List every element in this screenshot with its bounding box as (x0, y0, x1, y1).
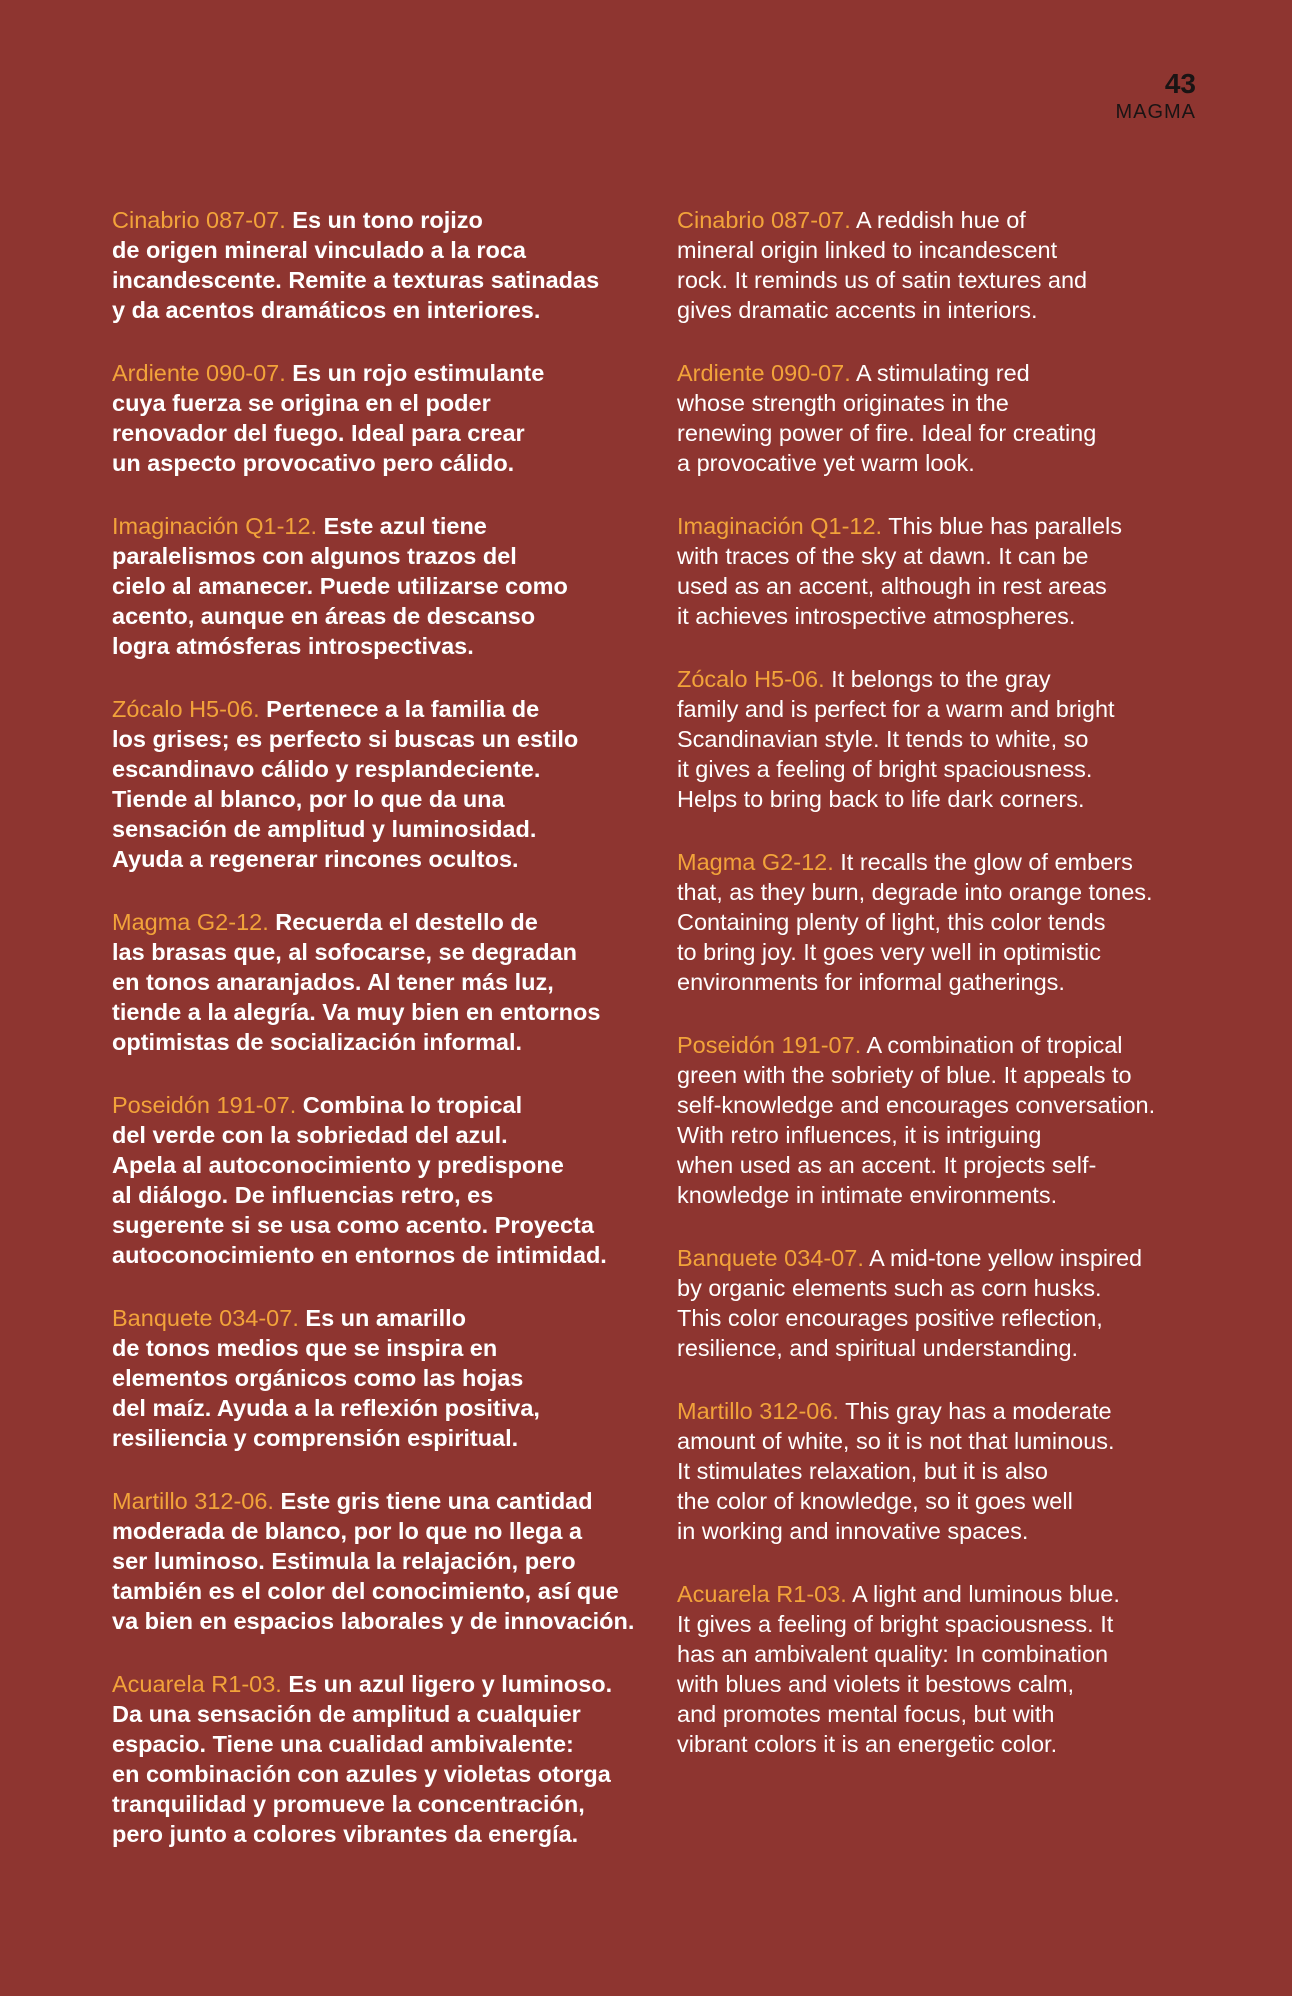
english-column (677, 205, 1197, 1792)
page-header (1115, 68, 1196, 123)
description-line: rock. It reminds us of satin textures and (677, 267, 1088, 293)
color-entry (677, 847, 1197, 997)
description-line: escandinavo cálido y resplandeciente. (112, 756, 541, 782)
description-line: del maíz. Ayuda a la reflexión positiva, (112, 1395, 540, 1421)
color-entry (677, 1579, 1197, 1759)
description-line: renewing power of fire. Ideal for creating (677, 420, 1097, 446)
description-line: sensación de amplitud y luminosidad. (112, 816, 537, 842)
description-line: it achieves introspective atmospheres. (677, 603, 1076, 629)
description-line: gives dramatic accents in interiors. (677, 297, 1038, 323)
description-line: Ayuda a regenerar rincones ocultos. (112, 846, 519, 872)
description-line: self-knowledge and encourages conversation. (677, 1092, 1156, 1118)
description-line: logra atmósferas introspectivas. (112, 633, 474, 659)
description-line: ser luminoso. Estimula la relajación, pero (112, 1548, 576, 1574)
description-line: Scandinavian style. It tends to white, so (677, 726, 1089, 752)
description-line: With retro influences, it is intriguing (677, 1122, 1042, 1148)
description-line: cuya fuerza se origina en el poder (112, 390, 491, 416)
description-line: Tiende al blanco, por lo que da una (112, 786, 505, 812)
color-name: Poseidón 191-07. (112, 1092, 297, 1118)
description-line: espacio. Tiene una cualidad ambivalente: (112, 1731, 574, 1757)
description-line: This color encourages positive reflection, (677, 1305, 1103, 1331)
description-line: autoconocimiento en entornos de intimidad. (112, 1242, 607, 1268)
description-line: elementos orgánicos como las hojas (112, 1365, 524, 1391)
description-line: whose strength originates in the (677, 390, 1009, 416)
description-line: by organic elements such as corn husks. (677, 1275, 1102, 1301)
color-name: Acuarela R1-03. (677, 1581, 847, 1607)
description-line: acento, aunque en áreas de descanso (112, 603, 536, 629)
color-name: Cinabrio 087-07. (677, 207, 851, 233)
color-entry (112, 358, 637, 478)
description-line: This blue has parallels (888, 513, 1123, 539)
color-entry (677, 1243, 1197, 1363)
description-line: tiende a la alegría. Va muy bien en entornos (112, 999, 601, 1025)
color-entry (112, 1090, 637, 1270)
color-entry (112, 694, 637, 874)
description-line: vibrant colors it is an energetic color. (677, 1731, 1058, 1757)
page-number: 43 (1164, 68, 1196, 99)
color-name: Banquete 034-07. (677, 1245, 864, 1271)
description-line: paralelismos con algunos trazos del (112, 543, 517, 569)
description-line: Recuerda el destello de (275, 909, 538, 935)
description-line: los grises; es perfecto si buscas un estilo (112, 726, 579, 752)
description-line: the color of knowledge, so it goes well (677, 1488, 1073, 1514)
color-name: Banquete 034-07. (112, 1305, 299, 1331)
color-entry (112, 1669, 637, 1849)
description-line: resiliencia y comprensión espiritual. (112, 1425, 519, 1451)
description-line: that, as they burn, degrade into orange tones. (677, 879, 1153, 905)
color-name: Magma G2-12. (677, 849, 834, 875)
description-line: It stimulates relaxation, but it is also (677, 1458, 1048, 1484)
color-entry (112, 511, 637, 661)
description-line: when used as an accent. It projects self- (677, 1152, 1097, 1178)
description-line: has an ambivalent quality: In combination (677, 1641, 1109, 1667)
color-name: Ardiente 090-07. (112, 360, 286, 386)
color-name: Martillo 312-06. (112, 1488, 274, 1514)
color-entry (112, 1303, 637, 1453)
description-line: resilience, and spiritual understanding. (677, 1335, 1079, 1361)
description-line: environments for informal gatherings. (677, 969, 1065, 995)
description-line: incandescente. Remite a texturas satinadas (112, 267, 600, 293)
description-line: Es un rojo estimulante (292, 360, 545, 386)
description-line: en tonos anaranjados. Al tener más luz, (112, 969, 554, 995)
color-name: Magma G2-12. (112, 909, 269, 935)
description-line: a provocative yet warm look. (677, 450, 975, 476)
color-name: Cinabrio 087-07. (112, 207, 286, 233)
color-entry (677, 205, 1197, 325)
description-line: Este azul tiene (323, 513, 487, 539)
description-line: knowledge in intimate environments. (677, 1182, 1058, 1208)
color-name: Poseidón 191-07. (677, 1032, 862, 1058)
description-line: optimistas de socialización informal. (112, 1029, 523, 1055)
description-line: A mid-tone yellow inspired (869, 1245, 1143, 1271)
description-line: Este gris tiene una cantidad (280, 1488, 593, 1514)
description-line: Da una sensación de amplitud a cualquier (112, 1701, 581, 1727)
description-line: también es el color del conocimiento, así que (112, 1578, 619, 1604)
description-line: sugerente si se usa como acento. Proyecta (112, 1212, 594, 1238)
description-line: it gives a feeling of bright spaciousness. (677, 756, 1093, 782)
description-line: A stimulating red (856, 360, 1030, 386)
description-line: It gives a feeling of bright spaciousness. It (677, 1611, 1114, 1637)
description-line: and promotes mental focus, but with (677, 1701, 1055, 1727)
description-line: un aspecto provocativo pero cálido. (112, 450, 515, 476)
description-line: Es un tono rojizo (292, 207, 483, 233)
spanish-column (112, 205, 637, 1882)
color-entry (677, 1396, 1197, 1546)
description-line: in working and innovative spaces. (677, 1518, 1029, 1544)
description-line: amount of white, so it is not that luminous. (677, 1428, 1115, 1454)
description-line: It belongs to the gray (831, 666, 1051, 692)
description-line: It recalls the glow of embers (840, 849, 1133, 875)
description-line: del verde con la sobriedad del azul. (112, 1122, 508, 1148)
description-line: de origen mineral vinculado a la roca (112, 237, 526, 263)
page-bottom-edge (0, 1996, 1292, 2000)
color-name: Imaginación Q1-12. (677, 513, 883, 539)
description-line: family and is perfect for a warm and bright (677, 696, 1115, 722)
color-entry (112, 907, 637, 1057)
description-line: y da acentos dramáticos en interiores. (112, 297, 541, 323)
color-entry (677, 358, 1197, 478)
description-line: Apela al autoconocimiento y predispone (112, 1152, 564, 1178)
description-line: las brasas que, al sofocarse, se degradan (112, 939, 577, 965)
description-line: A light and luminous blue. (852, 1581, 1120, 1607)
color-name: Zócalo H5-06. (677, 666, 825, 692)
description-line: de tonos medios que se inspira en (112, 1335, 498, 1361)
description-line: tranquilidad y promueve la concentración, (112, 1791, 585, 1817)
color-name: Ardiente 090-07. (677, 360, 851, 386)
description-line: Es un amarillo (305, 1305, 467, 1331)
color-name: Zócalo H5-06. (112, 696, 260, 722)
description-line: en combinación con azules y violetas otorga (112, 1761, 611, 1787)
description-line: moderada de blanco, por lo que no llega a (112, 1518, 583, 1544)
description-line: This gray has a moderate (845, 1398, 1112, 1424)
description-line: Containing plenty of light, this color tends (677, 909, 1106, 935)
description-line: Pertenece a la familia de (266, 696, 540, 722)
color-entry (677, 664, 1197, 814)
description-line: used as an accent, although in rest areas (677, 573, 1107, 599)
description-line: A reddish hue of (855, 207, 1026, 233)
description-line: with traces of the sky at dawn. It can be (677, 543, 1089, 569)
color-entry (677, 511, 1197, 631)
color-entry (677, 1030, 1197, 1210)
description-line: al diálogo. De influencias retro, es (112, 1182, 494, 1208)
description-line: Es un azul ligero y luminoso. (288, 1671, 613, 1697)
description-line: green with the sobriety of blue. It appeals to (677, 1062, 1132, 1088)
color-name: Imaginación Q1-12. (112, 513, 318, 539)
color-name: Martillo 312-06. (677, 1398, 839, 1424)
description-line: Combina lo tropical (302, 1092, 523, 1118)
description-line: mineral origin linked to incandescent (677, 237, 1058, 263)
description-line: A combination of tropical (866, 1032, 1123, 1058)
color-entry (112, 1486, 637, 1636)
description-line: va bien en espacios laborales y de innovación. (112, 1608, 635, 1634)
section-title: MAGMA (1115, 101, 1196, 123)
color-name: Acuarela R1-03. (112, 1671, 282, 1697)
color-entry (112, 205, 637, 325)
description-line: cielo al amanecer. Puede utilizarse como (112, 573, 568, 599)
description-line: to bring joy. It goes very well in optimistic (677, 939, 1102, 965)
description-line: with blues and violets it bestows calm, (677, 1671, 1075, 1697)
description-line: pero junto a colores vibrantes da energía. (112, 1821, 579, 1847)
description-line: Helps to bring back to life dark corners. (677, 786, 1085, 812)
description-line: renovador del fuego. Ideal para crear (112, 420, 525, 446)
